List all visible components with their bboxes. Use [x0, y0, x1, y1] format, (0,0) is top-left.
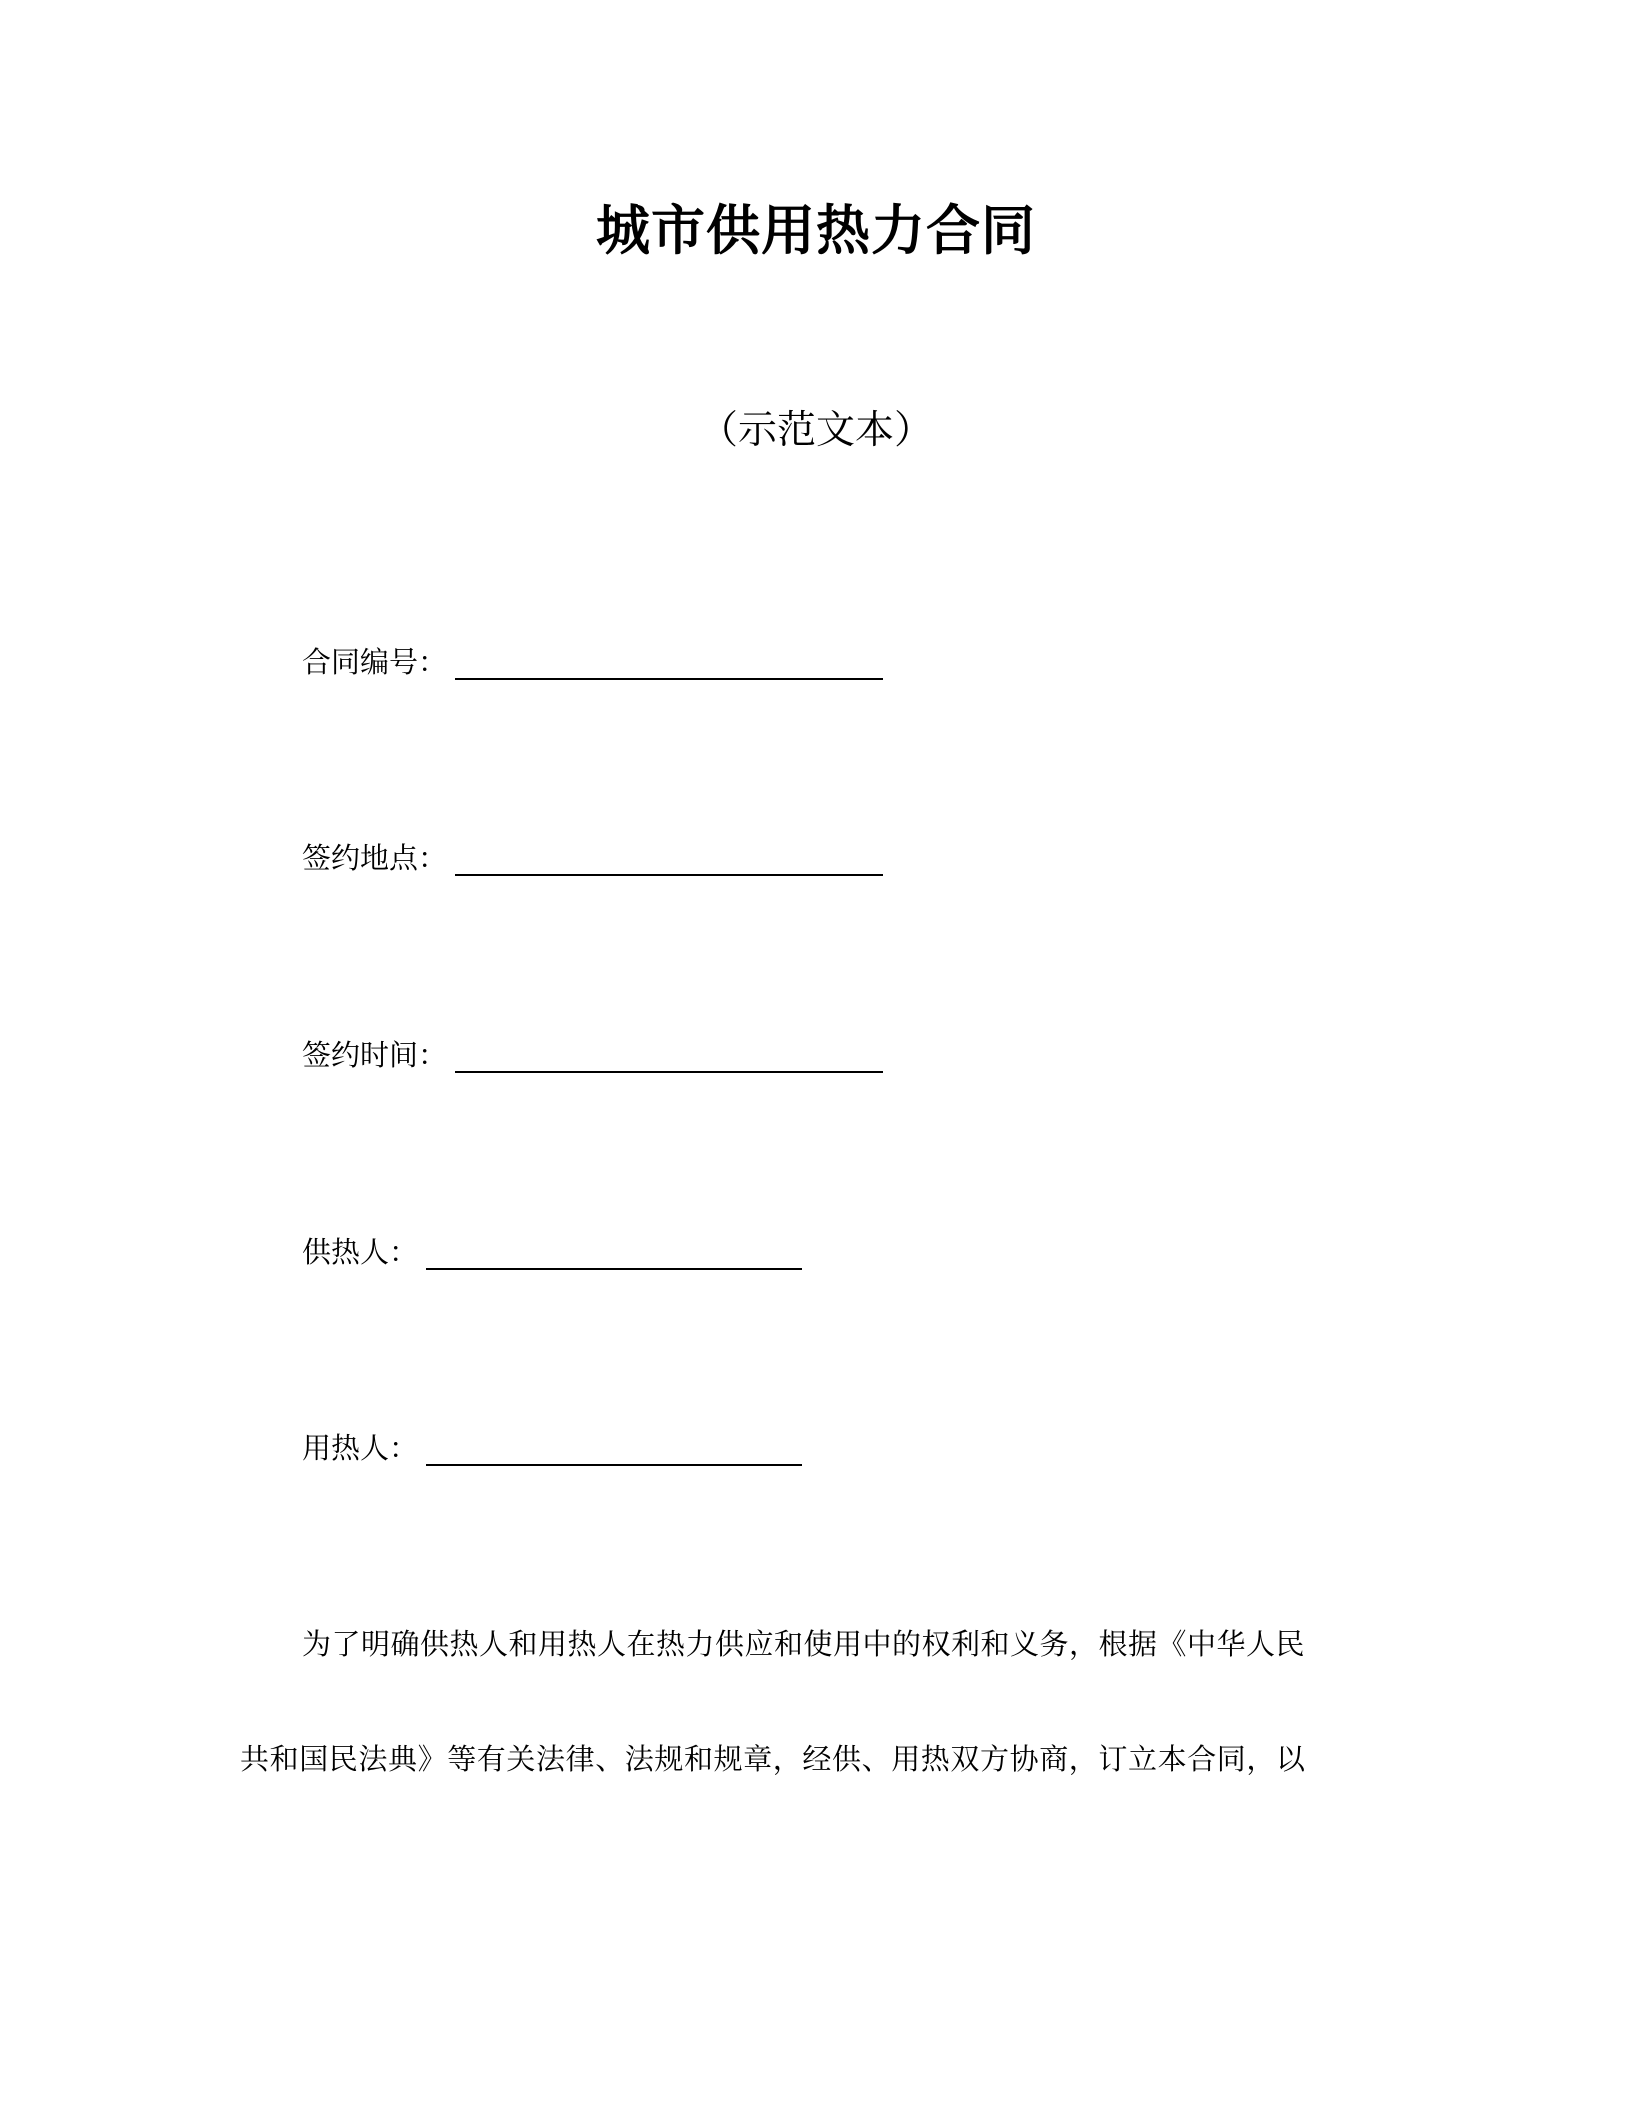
contract-number-label: 合同编号： — [302, 645, 448, 679]
heat-user-field — [302, 1426, 802, 1486]
signing-place-blank-line — [455, 874, 883, 876]
signing-time-label: 签约时间： — [302, 1038, 448, 1072]
heat-supplier-label: 供热人： — [302, 1235, 419, 1269]
heat-user-blank-line — [426, 1464, 802, 1466]
signing-time-blank-line — [455, 1071, 883, 1073]
document-subtitle: （示范文本） — [698, 408, 933, 453]
intro-paragraph-line-1: 为了明确供热人和用热人在热力供应和使用中的权利和义务，根据《中华人民 — [302, 1627, 1306, 1661]
heat-supplier-field — [302, 1230, 802, 1290]
contract-number-blank-line — [455, 678, 883, 680]
document-title: 城市供用热力合同 — [596, 199, 1036, 262]
intro-paragraph-line-2: 共和国民法典》等有关法律、法规和规章，经供、用热双方协商，订立本合同，以 — [240, 1742, 1306, 1776]
contract-number-field — [302, 640, 883, 700]
heat-supplier-blank-line — [426, 1268, 802, 1270]
signing-time-field — [302, 1033, 883, 1093]
heat-user-label: 用热人： — [302, 1431, 419, 1465]
signing-place-field — [302, 836, 883, 896]
signing-place-label: 签约地点： — [302, 841, 448, 875]
